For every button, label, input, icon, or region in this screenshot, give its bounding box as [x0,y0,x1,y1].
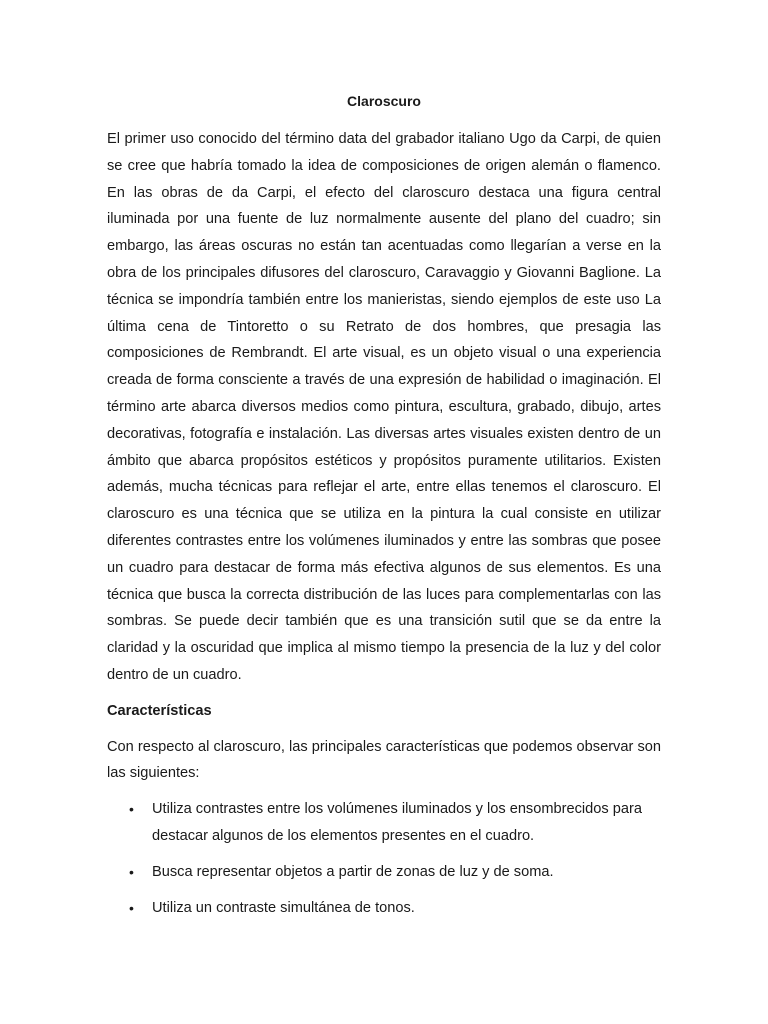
document-page [107,88,661,930]
bullet-icon: • [129,863,134,880]
characteristics-list [107,796,661,921]
body-paragraph-2: Con respecto al claroscuro, las principales características que podemos observar son las siguientes: [107,738,661,782]
list-item-text: Busca representar objetos a partir de zonas de luz y de soma. [152,863,554,880]
list-item [107,859,661,886]
document-title: Claroscuro [347,93,421,109]
body-paragraph-1: El primer uso conocido del término data del grabador italiano Ugo da Carpi, de quien se cree que habría tomado la idea de composiciones de origen alemán o flamenco. En las obras de da Carpi, el efecto del claroscuro destaca una figura central iluminada por una fuente de luz normalmente ausente del plano del cuadro; sin embargo, las áreas oscuras no están tan acentuadas como llegarían a verse en la obra de los principales difusores del claroscuro, Caravaggio y Giovanni Baglione. La técnica se impondría también entre los manieristas, siendo ejemplos de este uso La última cena de Tintoretto o su Retrato de dos hombres, que presagia las composiciones de Rembrandt. El arte visual, es un objeto visual o una experiencia creada de forma consciente a través de una expresión de habilidad o imaginación. El término arte abarca diversos medios como pintura, escultura, grabado, dibujo, artes decorativas, fotografía e instalación. Las diversas artes visuales existen dentro de un ámbito que abarca propósitos estéticos y propósitos puramente utilitarios. Existen además, mucha técnicas para reflejar el arte, entre ellas tenemos el claroscuro. El claroscuro es una técnica que se utiliza en la pintura la cual consiste en utilizar diferentes contrastes entre los volúmenes iluminados y entre las sombras que posee un cuadro para destacar de forma más efectiva algunos de sus elementos. Es una técnica que busca la correcta distribución de las luces para complementarlas con las sombras. Se puede decir también que es una transición sutil que se da entre la claridad y la oscuridad que implica al mismo tiempo la presencia de la luz y del color dentro de un cuadro. [107,131,661,683]
list-item [107,895,661,922]
list-item-text: Utiliza un contraste simultánea de tonos. [152,899,415,916]
list-item [107,796,661,850]
bullet-icon: • [129,801,134,818]
section-heading: Características [107,702,212,719]
bullet-icon: • [129,899,134,916]
list-item-text: Utiliza contrastes entre los volúmenes iluminados y los ensombrecidos para destacar algunos de los elementos presentes en el cuadro. [152,801,642,844]
